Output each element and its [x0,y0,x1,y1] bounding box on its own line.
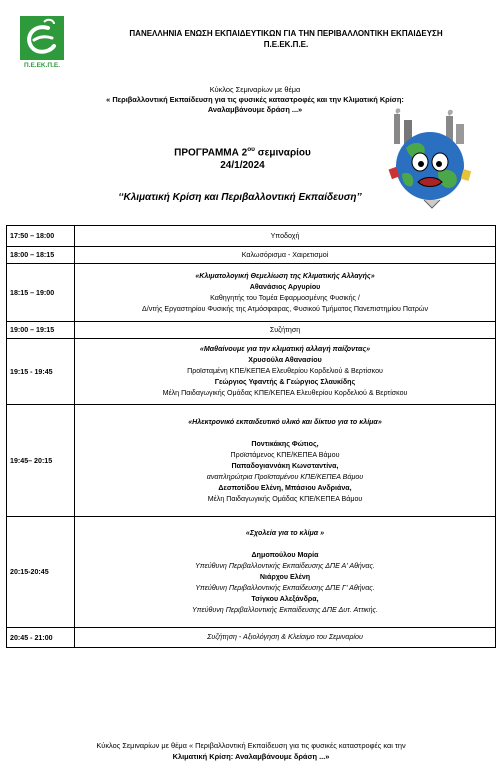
schedule-line: Συζήτηση [269,325,301,334]
program-heading: ΠΡΟΓΡΑΜΜΑ $2^{o\upsilon}$ σεμιναρίου [174,146,311,159]
schedule-row [7,322,496,339]
footer-line-1: Κύκλος Σεμιναρίων με θέμα « Περιβαλλοντική Εκπαίδευση για τις φυσικές καταστροφές και την [96,741,406,750]
cycle-intro: Κύκλος Σεμιναρίων με θέμα [209,85,301,94]
schedule-line: Μέλη Παιδαγωγικής Ομάδας ΚΠΕ/ΚΕΠΕΑ Ελευθερίου Κορδελιού & Βερτίσκου [162,389,408,397]
schedule-time: 19:00 – 19:15 [7,322,75,339]
schedule-time: 18:00 – 18:15 [7,247,75,264]
schedule-content [75,322,496,339]
schedule-line: «Ηλεκτρονικό εκπαιδευτικό υλικό και δίκτυο για το κλίμα» [188,417,382,426]
schedule-line: Τσίγκου Αλεξάνδρα, [251,595,319,603]
schedule-line: Υποδοχή [270,231,300,240]
schedule-row [7,339,496,405]
footer [30,740,472,762]
schedule-content [75,264,496,322]
schedule-row [7,226,496,247]
schedule-line: Προϊσταμένη ΚΠΕ/ΚΕΠΕΑ Ελευθερίου Κορδελιού & Βερτίσκου [187,367,383,375]
schedule-line: Υπεύθυνη Περιβαλλοντικής Εκπαίδευσης ΔΠΕ Α' Αθήνας. [195,562,375,570]
schedule-line: Παπαδογιαννάκη Κωνσταντίνα, [231,461,339,470]
schedule-line: Ποντικάκης Φώτιος, [251,439,319,448]
earth-globe-icon [396,132,464,200]
schedule-line: αναπληρώτρια Προϊσταμένου ΚΠΕ/ΚΕΠΕΑ Βάμου [206,472,364,481]
schedule-line: «Σχολεία για το κλίμα » [245,529,325,537]
schedule-time: 19:15 - 19:45 [7,339,75,405]
schedule-time: 20:45 - 21:00 [7,628,75,648]
cycle-theme-line-2: Αναλαμβάνουμε δράση ...» [207,105,303,114]
organization-logo [14,16,70,78]
schedule-line: Καλωσόρισμα - Χαιρετισμοί [241,250,329,259]
schedule-content [75,628,496,648]
organization-name [80,28,492,50]
schedule-content [75,517,496,628]
schedule-content [75,405,496,517]
schedule-content [75,339,496,405]
org-line-2: Π.Ε.ΕΚ.Π.Ε. [263,40,309,49]
schedule-line: Δ/ντής Εργαστηρίου Φυσικής της Ατμόσφαιρας, Φυσικού Τμήματος Πανεπιστημίου Πατρών [141,304,428,313]
schedule-line [75,539,495,550]
org-line-1: ΠΑΝΕΛΛΗΝΙΑ ΕΝΩΣΗ ΕΚΠΑΙΔΕΥΤΙΚΩΝ ΓΙΑ ΤΗΝ ΠΕΡΙΒΑΛΛΟΝΤΙΚΗ ΕΚΠΑΙΔΕΥΣΗ [129,29,443,38]
schedule-line: Υπεύθυνη Περιβαλλοντικής Εκπαίδευσης ΔΠΕ Δυτ. Αττικής. [192,606,378,614]
schedule-line: Αθανάσιος Αργυρίου [249,282,321,291]
schedule-time: 20:15-20:45 [7,517,75,628]
schedule-line: Προϊστάμενος ΚΠΕ/ΚΕΠΕΑ Βάμου [230,450,340,459]
schedule-line: Μέλη Παιδαγωγικής Ομάδας ΚΠΕ/ΚΕΠΕΑ Βάμου [207,494,363,503]
schedule-row [7,405,496,517]
schedule-content [75,226,496,247]
schedule-line: Γεώργιος Υφαντής & Γεώργιος Σλαυκίδης [214,378,356,386]
schedule-line: Δεσποτίδου Ελένη, Μπάσιου Ανδριάνα, [218,483,352,492]
schedule-content [75,247,496,264]
schedule-row [7,247,496,264]
logo-text: Π.Ε.ΕΚ.Π.Ε. [23,62,61,69]
program-date: 24/1/2024 [220,160,265,172]
schedule-row [7,264,496,322]
schedule-line: Συζήτηση - Αξιολόγηση & Κλείσιμο του Σεμιναρίου [207,633,363,641]
schedule-line: «Μαθαίνουμε για την κλιματική αλλαγή παίζοντας» [199,345,371,353]
schedule-row [7,628,496,648]
schedule-table [6,225,496,648]
schedule-row [7,517,496,628]
seminar-subject: ‘‘Κλιματική Κρίση και Περιβαλλοντική Εκπαίδευση’’ [118,192,362,203]
footer-line-2: Κλιματική Κρίση: Αναλαμβάνουμε δράση ...» [172,752,330,761]
schedule-time: 18:15 – 19:00 [7,264,75,322]
schedule-time: 19:45– 20:15 [7,405,75,517]
schedule-time: 17:50 – 18:00 [7,226,75,247]
schedule-line: «Κλιματολογική Θεμελίωση της Κλιματικής Αλλαγής» [195,271,375,280]
program-title [110,143,375,172]
cycle-theme-line-1: « Περιβαλλοντική Εκπαίδευση για τις φυσικές καταστροφές και την Κλιματική Κρίση: [106,95,404,104]
schedule-line [75,428,495,439]
schedule-line: Καθηγητής του Τομέα Εφαρμοσμένης Φυσικής / [210,293,360,302]
schedule-line: Υπεύθυνη Περιβαλλοντικής Εκπαίδευσης ΔΠΕ Γ' Αθήνας. [195,584,375,592]
schedule-line: Χρυσούλα Αθανασίου [248,356,322,364]
schedule-line: Δημοπούλου Μαρία [251,551,319,559]
schedule-line: Νιάρχου Ελένη [259,573,311,581]
